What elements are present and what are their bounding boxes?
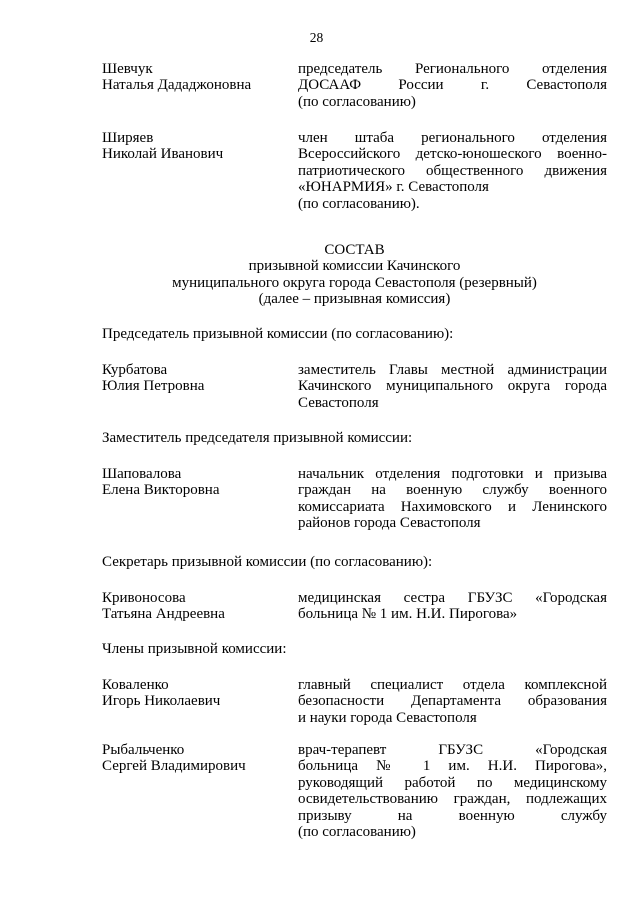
members-heading: Члены призывной комиссии: [102,641,287,657]
role-line: граждан на военную службу военного [298,482,607,499]
member-role [298,466,607,532]
member-role [298,590,607,623]
role-line: ДОСААФ России г. Севастополя [298,77,607,94]
member-name [102,61,292,94]
role-line: «ЮНАРМИЯ» г. Севастополя [298,179,489,196]
member-surname: Ширяев [102,130,154,146]
member-given-names: Елена Викторовна [102,482,220,499]
role-line: Всероссийского детско-юношеского военно- [298,146,607,163]
composition-subtitle-line: муниципального округа города Севастополя (резервный) [172,274,537,291]
role-line: и науки города Севастополя [298,709,477,726]
composition-title: СОСТАВ [324,242,385,258]
member-name [102,362,292,395]
member-name [102,677,292,710]
role-line: врач-терапевт ГБУЗС «Городская [298,742,607,758]
member-given-names: Наталья Дададжоновна [102,77,252,94]
role-line: призыву на военную службу [298,807,607,824]
composition-subtitle-line: (далее – призывная комиссия) [258,291,451,308]
member-name [102,742,292,775]
member-given-names: Николай Иванович [102,146,224,163]
member-role [298,742,607,840]
member-surname: Курбатова [102,362,168,378]
member-surname: Шевчук [102,61,153,77]
role-line: комиссариата Нахимовского и Ленинского [298,498,607,515]
member-name [102,590,292,623]
role-line: (по согласованию). [298,195,420,212]
chairman-heading: Председатель призывной комиссии (по согласованию): [102,326,454,342]
role-line: больница № 1 им. Н.И. Пирогова» [298,606,518,623]
role-line: (по согласованию) [298,824,416,841]
member-given-names: Татьяна Андреевна [102,606,225,623]
deputy-heading: Заместитель председателя призывной комиссии: [102,430,413,446]
page-number: 28 [309,30,324,45]
member-surname: Коваленко [102,677,169,693]
member-given-names: Игорь Николаевич [102,693,221,710]
member-given-names: Сергей Владимирович [102,758,246,775]
role-line: районов города Севастополя [298,515,481,532]
role-line: председатель Регионального отделения [298,61,607,77]
member-name [102,130,292,163]
role-line: Севастополя [298,394,379,411]
role-line: освидетельствованию граждан, подлежащих [298,791,607,808]
member-role [298,61,607,110]
composition-title-block [102,242,607,308]
role-line: больница № 1 им. Н.И. Пирогова», [298,758,607,775]
member-role [298,130,607,212]
role-line: (по согласованию) [298,93,416,110]
role-line: патриотического общественного движения [298,162,607,179]
role-line: член штаба регионального отделения [298,130,607,146]
member-surname: Кривоносова [102,590,186,606]
role-line: заместитель Главы местной администрации [298,362,607,378]
role-line: безопасности Департамента образования [298,693,607,710]
role-line: руководящий работой по медицинскому [298,774,607,791]
secretary-heading: Секретарь призывной комиссии (по согласованию): [102,554,433,570]
member-role [298,677,607,726]
role-line: начальник отделения подготовки и призыва [298,466,607,482]
member-surname: Рыбальченко [102,742,185,758]
member-given-names: Юлия Петровна [102,378,205,395]
role-line: Качинского муниципального округа города [298,378,607,395]
role-line: главный специалист отдела комплексной [298,677,607,693]
role-line: медицинская сестра ГБУЗС «Городская [298,590,607,606]
member-surname: Шаповалова [102,466,182,482]
composition-subtitle-line: призывной комиссии Качинского [248,258,461,275]
member-name [102,466,292,499]
member-role [298,362,607,411]
